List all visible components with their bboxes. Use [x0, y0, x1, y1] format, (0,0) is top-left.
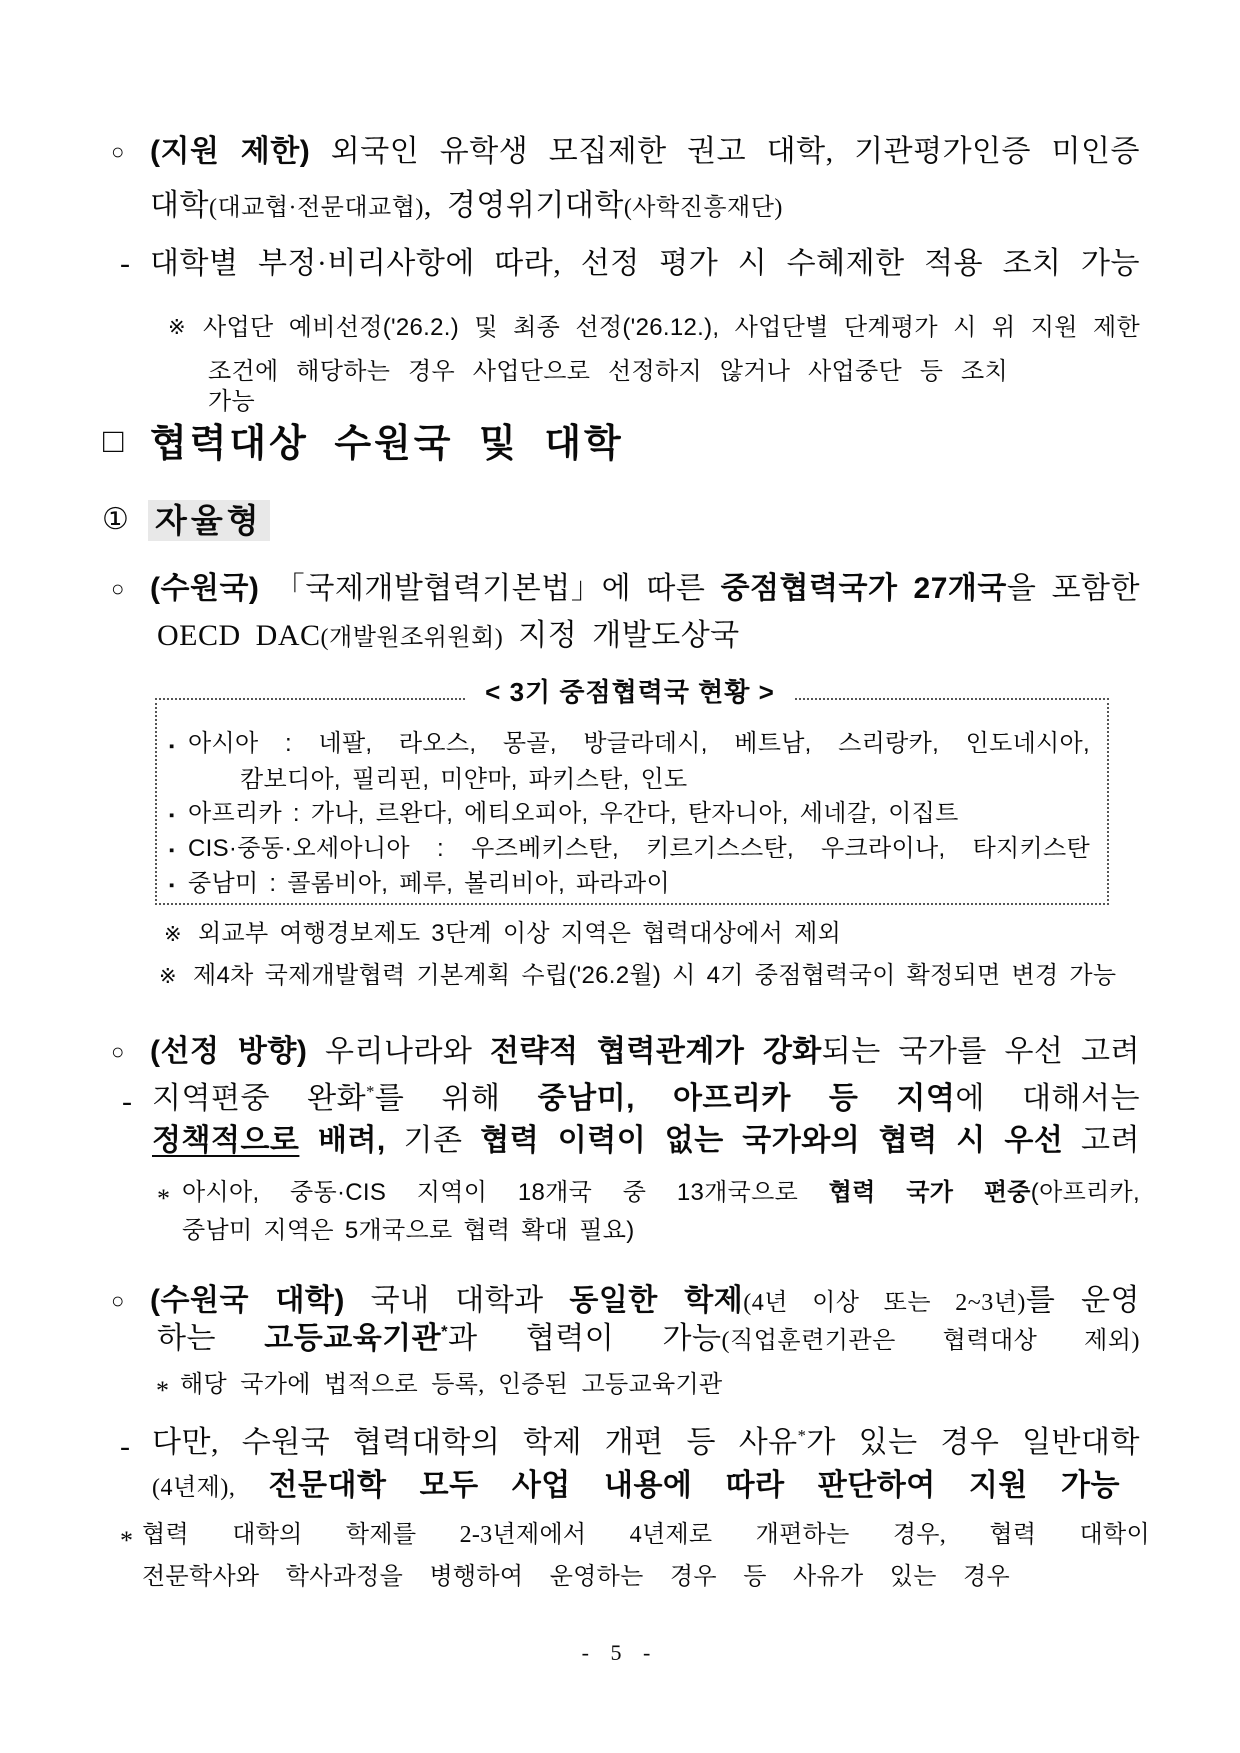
fourth-plan-note: 제4차 국제개발협력 기본계획 수립('26.2월) 시 4기 중점협력국이 확정되면 변경 가능	[193, 962, 1117, 989]
priority-country-box-title	[155, 672, 1105, 709]
page-number: - 5 -	[581, 1640, 659, 1665]
recipient-univ-line-2: 하는 고등교육기관*과 협력이 가능(직업훈련기관은 협력대상 제외)	[157, 1322, 1140, 1355]
square-bullet-icon: ▪	[169, 842, 175, 859]
box-africa-line: 아프리카 : 가나, 르완다, 에티오피아, 우간다, 탄자니아, 세네갈, 이집트	[188, 800, 959, 827]
circled-one-icon: ①	[102, 503, 129, 536]
dash-bullet-icon: -	[120, 247, 130, 280]
concentration-note-line-2: 중남미 지역은 5개국으로 협력 확대 필요)	[182, 1217, 635, 1244]
circle-bullet-icon: ○	[111, 1039, 125, 1064]
reorg-note-line-1: 협력 대학의 학제를 2-3년제에서 4년제로 개편하는 경우, 협력 대학이	[142, 1522, 1150, 1548]
accredited-note-line: 해당 국가에 법적으로 등록, 인증된 고등교육기관	[180, 1372, 723, 1398]
square-bullet-icon: ▪	[169, 738, 175, 755]
box-cis-line: CIS·중동·오세아니아 : 우즈베키스탄, 키르기스스탄, 우크라이나, 타지키스탄	[188, 835, 1090, 862]
concentration-note-line-1: 아시아, 중동·CIS 지역이 18개국 중 13개국으로 협력 국가 편중(아프리카,	[182, 1179, 1140, 1206]
square-bullet-icon: ▪	[169, 877, 175, 894]
dash-bullet-icon: -	[120, 1430, 130, 1463]
regional-balance-line-1: 지역편중 완화*를 위해 중남미, 아프리카 등 지역에 대해서는	[152, 1082, 1141, 1115]
heading-box-icon: □	[103, 422, 124, 460]
priority-country-box-title-text: < 3기 중점협력국 현황 >	[467, 677, 793, 707]
restriction-line-1: (지원 제한) 외국인 유학생 모집제한 권고 대학, 기관평가인증 미인증	[150, 135, 1140, 168]
square-bullet-icon: ▪	[169, 807, 175, 824]
dash-bullet-icon: -	[122, 1085, 132, 1118]
circle-bullet-icon: ○	[111, 139, 125, 164]
recipient-univ-line-1: (수원국 대학) 국내 대학과 동일한 학제(4년 이상 또는 2~3년)를 운영	[150, 1284, 1140, 1317]
recipient-line-2: OECD DAC(개발원조위원회) 지정 개발도상국	[157, 619, 740, 652]
sub-heading-label: 자율형	[148, 500, 270, 541]
exception-line-1: 다만, 수원국 협력대학의 학제 개편 등 사유*가 있는 경우 일반대학	[152, 1426, 1140, 1459]
restriction-line-2: 대학(대교협·전문대교협), 경영위기대학(사학진흥재단)	[150, 189, 783, 222]
circle-bullet-icon: ○	[111, 576, 125, 601]
reference-mark-icon: ※	[159, 965, 177, 988]
asterisk-icon: *	[157, 1184, 170, 1213]
sub-heading	[148, 500, 270, 541]
exception-line-2: (4년제), 전문대학 모두 사업 내용에 따라 판단하여 지원 가능	[152, 1469, 1120, 1502]
restriction-dash-line: 대학별 부정·비리사항에 따라, 선정 평가 시 수혜제한 적용 조치 가능	[150, 247, 1140, 280]
reference-mark-icon: ※	[164, 923, 182, 946]
reference-mark-icon: ※	[168, 316, 186, 339]
section-heading: 협력대상 수원국 및 대학	[150, 423, 624, 465]
restriction-note-line-2: 조건에 해당하는 경우 사업단으로 선정하지 않거나 사업중단 등 조치 가능	[208, 358, 1008, 415]
asterisk-icon: *	[120, 1526, 133, 1555]
asterisk-icon: *	[156, 1376, 169, 1405]
box-asia-line-1: 아시아 : 네팔, 라오스, 몽골, 방글라데시, 베트남, 스리랑카, 인도네시아,	[188, 730, 1090, 757]
reorg-note-line-2: 전문학사와 학사과정을 병행하여 운영하는 경우 등 사유가 있는 경우	[142, 1564, 1010, 1590]
selection-direction-line: (선정 방향) 우리나라와 전략적 협력관계가 강화되는 국가를 우선 고려	[150, 1035, 1140, 1068]
travel-warning-note: 외교부 여행경보제도 3단계 이상 지역은 협력대상에서 제외	[198, 920, 842, 947]
box-asia-line-2: 캄보디아, 필리핀, 미얀마, 파키스탄, 인도	[240, 766, 688, 793]
restriction-note-line-1: 사업단 예비선정('26.2.) 및 최종 선정('26.12.), 사업단별 단계평가 시 위 지원 제한	[203, 314, 1140, 341]
circle-bullet-icon: ○	[111, 1288, 125, 1313]
box-latam-line: 중남미 : 콜롬비아, 페루, 볼리비아, 파라과이	[188, 870, 670, 897]
regional-balance-line-2: 정책적으로 배려, 기존 협력 이력이 없는 국가와의 협력 시 우선 고려	[152, 1124, 1140, 1157]
recipient-line-1: (수원국) 「국제개발협력기본법」에 따른 중점협력국가 27개국을 포함한	[150, 572, 1141, 605]
